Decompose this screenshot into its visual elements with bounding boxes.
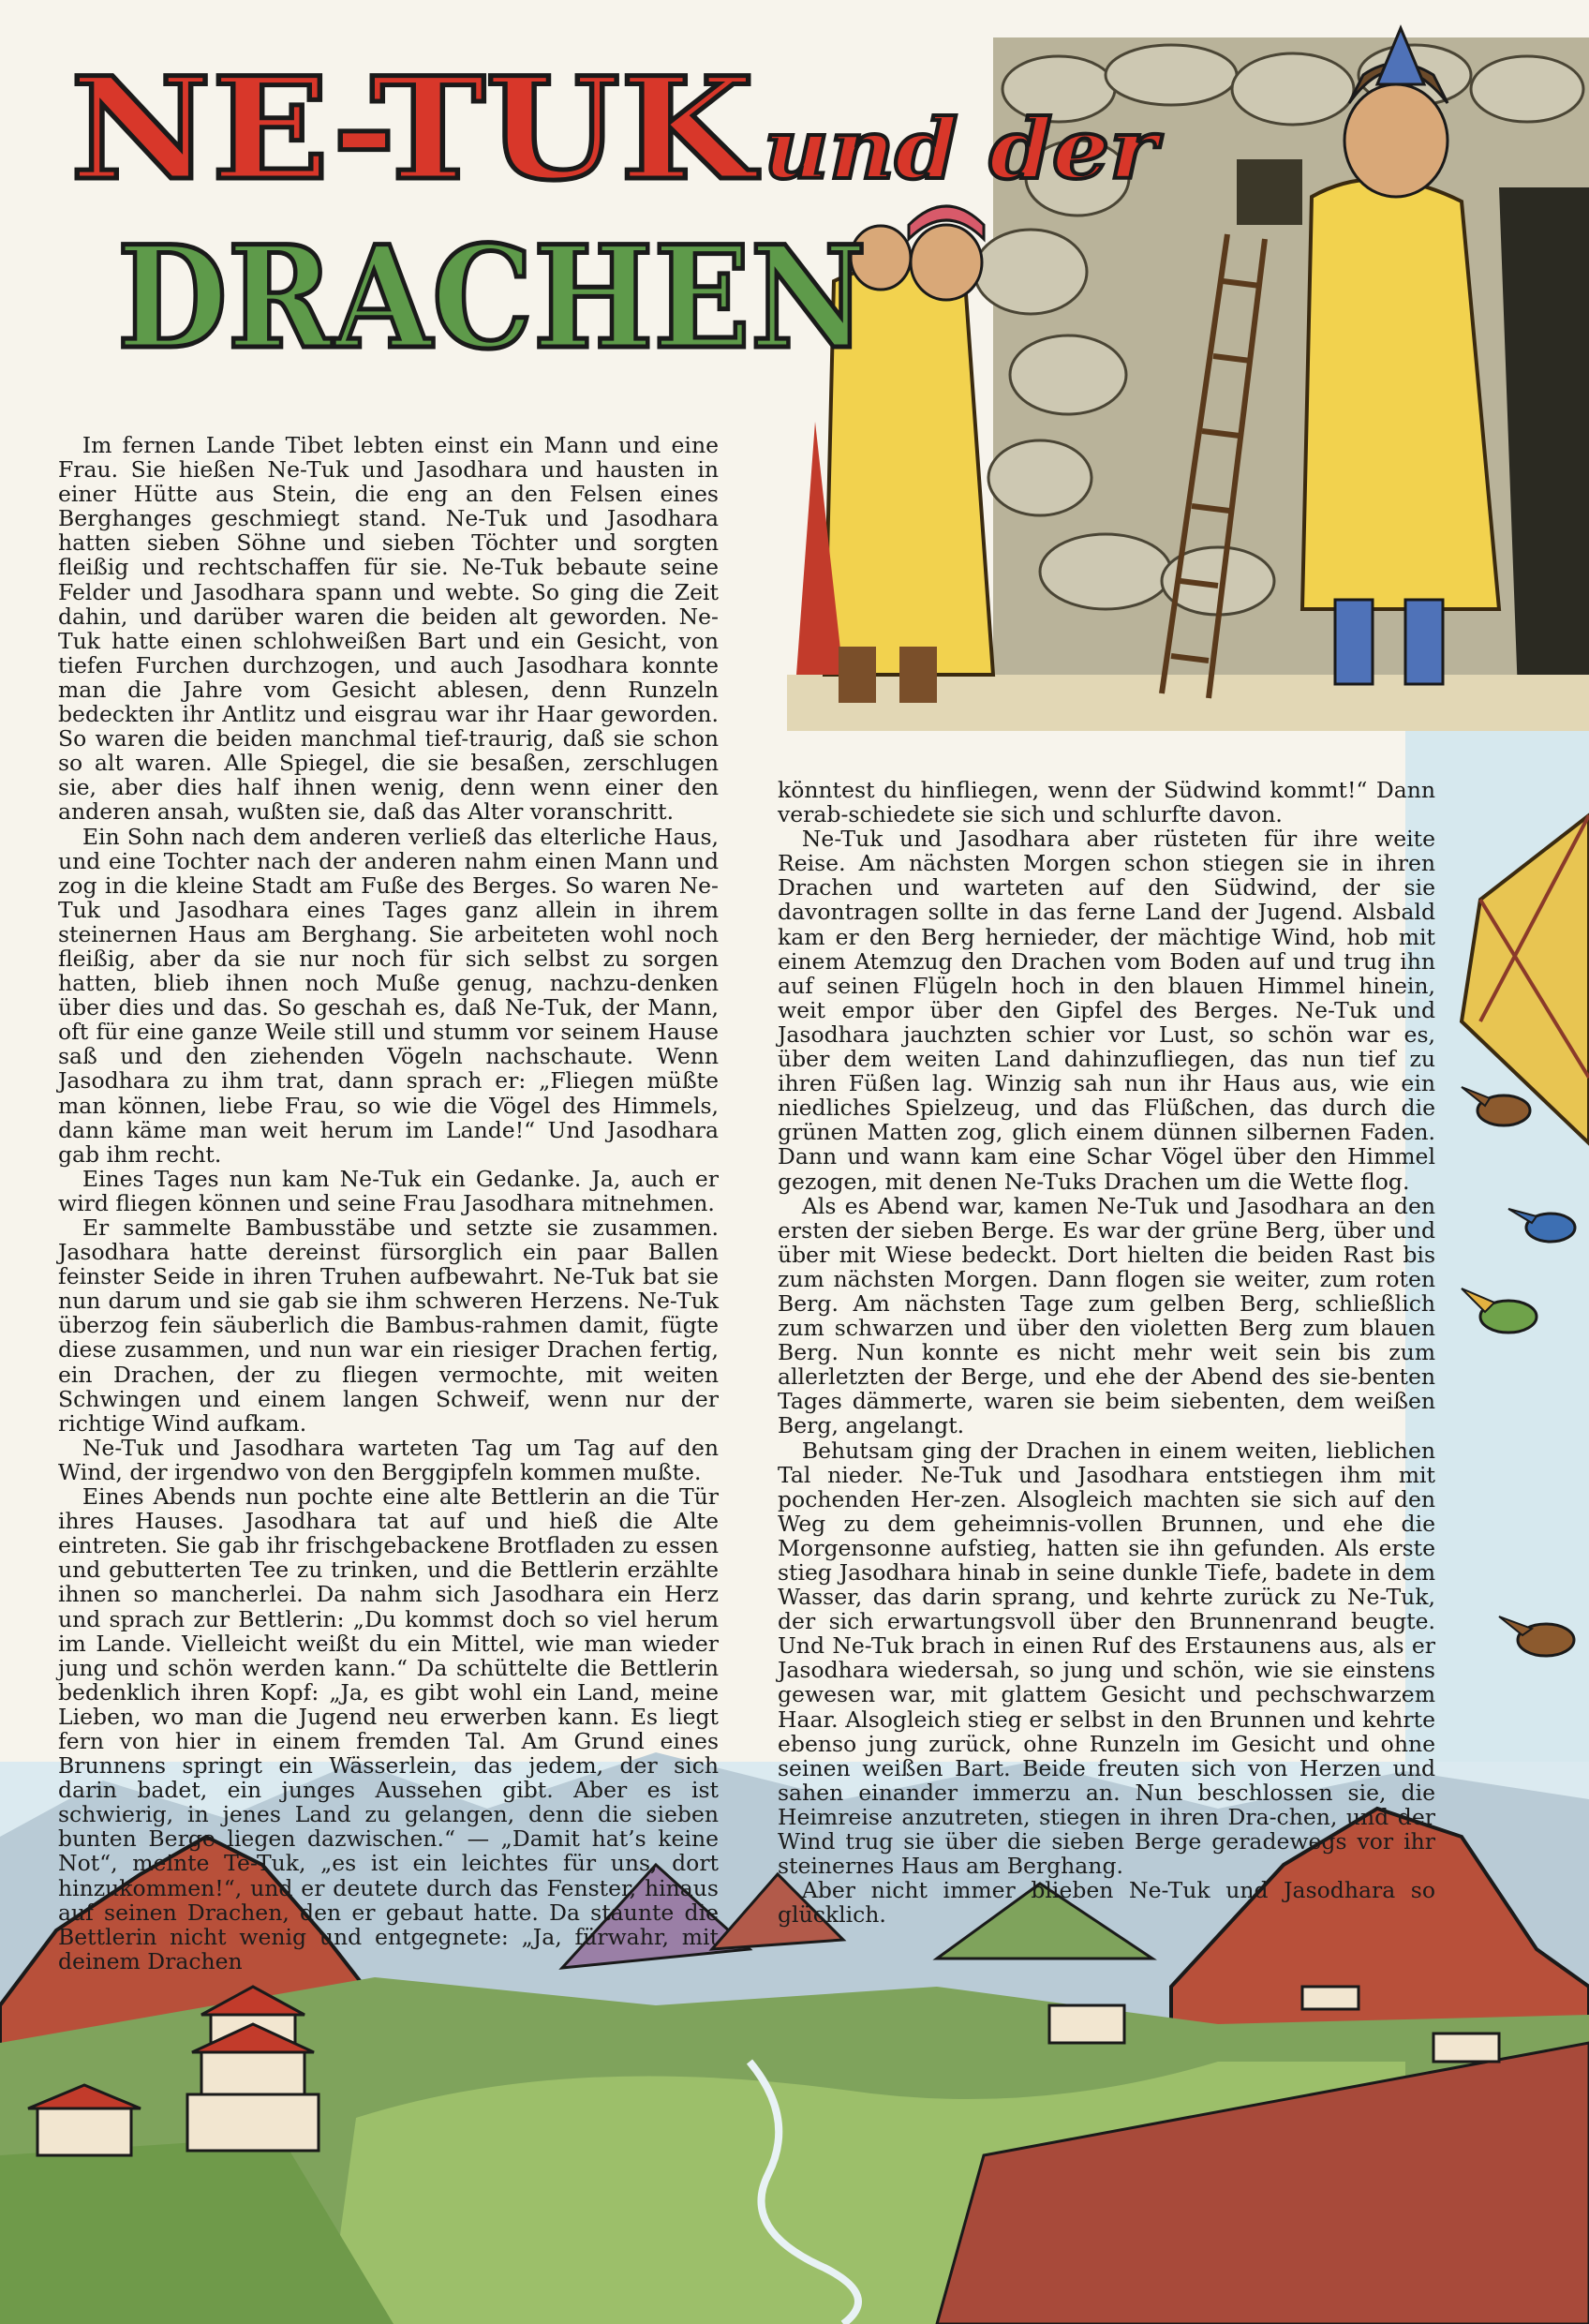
title-line-2: DRACHEN xyxy=(117,216,867,380)
story-paragraph: Aber nicht immer blieben Ne-Tuk und Jasodhara so glücklich. xyxy=(778,1877,1435,1929)
story-paragraph: Ein Sohn nach dem anderen verließ das elterliche Haus, und eine Tochter nach der anderen nahm einen Mann und zog in die kleine Stadt am Fuße des Berges. So waren Ne-Tuk und Jasodhara eines Tages ganz allein in ihrem steinernen Haus am Berghang. Sie arbeiteten wohl noch fleißig, aber da sie nur noch für sich selbst zu sorgen hatten, blieb ihnen noch Muße genug, nachzu-denken über dies und das. So geschah es, daß Ne-Tuk, der Mann, oft für eine ganze Weile still und stumm vor seinem Hause saß und den ziehenden Vögeln nachschaute. Wenn Jasodhara zu ihm trat, dann sprach er: „Fliegen müßte man können, liebe Frau, so wie die Vögel des Himmels, dann käme man weit herum im Lande!“ Und Jasodhara gab ihm recht. xyxy=(58,823,719,1168)
story-title xyxy=(52,37,1176,394)
story-paragraph: Ne-Tuk und Jasodhara warteten Tag um Tag auf den Wind, der irgendwo von den Berggipfeln kommen mußte. xyxy=(58,1434,719,1485)
story-paragraph: Im fernen Lande Tibet lebten einst ein Mann und eine Frau. Sie hießen Ne-Tuk und Jasodhara und hausten in einer Hütte aus Stein, die eng an den Felsen eines Berghanges geschmiegt stand. Ne-Tuk und Jasodhara hatten sieben Söhne und sieben Töchter und sorgten fleißig und rechtschaffen für sie. Ne-Tuk bebaute seine Felder und Jasodhara spann und webte. So ging die Zeit dahin, und darüber waren die beiden alt geworden. Ne-Tuk hatte einen schlohweißen Bart und ein Gesicht, von tiefen Furchen durchzogen, und auch Jasodhara konnte man die Jahre vom Gesicht ablesen, denn Runzeln bedeckten ihr Antlitz und eisgrau war ihr Haar geworden. So waren die beiden manchmal tief-traurig, daß sie schon so alt waren. Alle Spiegel, die sie besaßen, zerschlugen sie, aber dies half ihnen wenig, denn wenn einer den anderen ansah, wußten sie, daß das Alter voranschritt. xyxy=(58,432,719,826)
story-paragraph: Als es Abend war, kamen Ne-Tuk und Jasodhara an den ersten der sieben Berge. Es war der grüne Berg, über und über mit Wiese bedeckt. Dort hielten die beiden Rast bis zum nächsten Morgen. Dann flogen sie weiter, zum roten Berg. Am nächsten Tage zum gelben Berg, schließlich zum schwarzen und über den violetten Berg zum blauen Berg. Nun konnte es nicht mehr weit sein bis zum allerletzten der Berge, und ehe der Abend des sie-benten Tages dämmerte, waren sie beim siebenten, dem weißen Berg, angelangt. xyxy=(778,1192,1435,1439)
title-line-1: NE-TUK xyxy=(70,47,760,212)
story-paragraph: Eines Abends nun pochte eine alte Bettlerin an die Tür ihres Hauses. Jasodhara tat auf und hieß die Alte eintreten. Sie gab ihr frischgebackene Brotfladen zu essen und gebutterten Tee zu trinken, und die Bettlerin erzählte ihnen so mancherlei. Da nahm sich Jasodhara ein Herz und sprach zur Bettlerin: „Du kommst doch so viel herum im Lande. Vielleicht weißt du ein Mittel, wie man wieder jung und schön werden kann.“ Da schüttelte die Bettlerin bedenklich ihren Kopf: „Ja, es gibt wohl ein Land, meine Lieben, wo man die Jugend neu erwerben kann. Es liegt fern von hier in einem fremden Tal. Am Grund eines Brunnens springt ein Wässerlein, das jedem, der sich darin badet, ein junges Aussehen gibt. Aber es ist schwierig, in jenes Land zu gelangen, denn die sieben bunten Berge liegen dazwischen.“ — „Damit hat’s keine Not“, meinte Te-Tuk, „es ist ein leichtes für uns, dort hinzukommen!“, und er deutete durch das Fenster, hinaus auf seinen Drachen, den er gebaut hatte. Da staunte die Bettlerin nicht wenig und entgegnete: „Ja, fürwahr, mit deinem Drachen xyxy=(58,1483,719,1974)
story-column-right xyxy=(778,778,1435,1927)
story-paragraph: Er sammelte Bambusstäbe und setzte sie zusammen. Jasodhara hatte dereinst fürsorglich ein paar Ballen feinster Seide in ihren Truhen aufbewahrt. Ne-Tuk bat sie nun darum und sie gab sie ihm schweren Herzens. Ne-Tuk überzog fein säuberlich die Bambus-rahmen damit, fügte diese zusammen, und nun war ein riesiger Drachen fertig, ein Drachen, der zu fliegen vermochte, mit weiten Schwingen und einem langen Schweif, wenn nur der richtige Wind aufkam. xyxy=(58,1214,719,1437)
story-paragraph: könntest du hinfliegen, wenn der Südwind kommt!“ Dann verab-schiedete sie sich und schlurfte davon. xyxy=(778,777,1435,828)
title-connector: und der xyxy=(764,100,1164,198)
story-paragraph: Behutsam ging der Drachen in einem weiten, lieblichen Tal nieder. Ne-Tuk und Jasodhara entstiegen ihm mit pochenden Her-zen. Alsogleich machten sie sich auf den Weg zu dem geheimnis-vollen Brunnen, und ehe die Morgensonne aufstieg, hatten sie ihn gefunden. Als erste stieg Jasodhara hinab in seine dunkle Tiefe, badete in dem Wasser, das darin sprang, und kehrte zurück zu Ne-Tuk, der sich erwartungsvoll über den Brunnenrand beugte. Und Ne-Tuk brach in einen Ruf des Erstaunens aus, als er Jasodhara wiedersah, so jung und schön, wie sie einstens gewesen war, mit glattem Gesicht und pechschwarzem Haar. Alsogleich stieg er selbst in den Brunnen und kehrte ebenso jung zurück, ohne Runzeln im Gesicht und ohne seinen weißen Bart. Beide freuten sich von Herzen und sahen einander immerzu an. Nun beschlossen sie, die Heimreise anzutreten, stiegen in ihren Dra-chen, und der Wind trug sie über die sieben Berge geradewegs vor ihr steinernes Haus am Berghang. xyxy=(778,1437,1435,1880)
story-paragraph: Ne-Tuk und Jasodhara aber rüsteten für ihre weite Reise. Am nächsten Morgen schon stiegen sie in ihren Drachen und warteten auf den Südwind, der sie davontragen sollte in das ferne Land der Jugend. Alsbald kam er den Berg hernieder, der mächtige Wind, hob mit einem Atemzug den Drachen vom Boden auf und trug ihn auf seinen Flügeln hoch in den blauen Himmel hinein, weit empor über den Gipfel des Berges. Ne-Tuk und Jasodhara jauchzten schier vor Lust, so schön war es, über dem weiten Land dahinzufliegen, das nun tief zu ihren Füßen lag. Winzig sah nun ihr Haus aus, wie ein niedliches Spielzeug, und das Flüßchen, das durch die grünen Matten zog, glich einem dünnen silbernen Faden. Dann und wann kam eine Schar Vögel über den Himmel gezogen, mit denen Ne-Tuks Drachen um die Wette flog. xyxy=(778,826,1435,1195)
story-paragraph: Eines Tages nun kam Ne-Tuk ein Gedanke. Ja, auch er wird fliegen können und seine Frau Jasodhara mitnehmen. xyxy=(58,1165,719,1216)
story-column-left xyxy=(58,433,719,1974)
